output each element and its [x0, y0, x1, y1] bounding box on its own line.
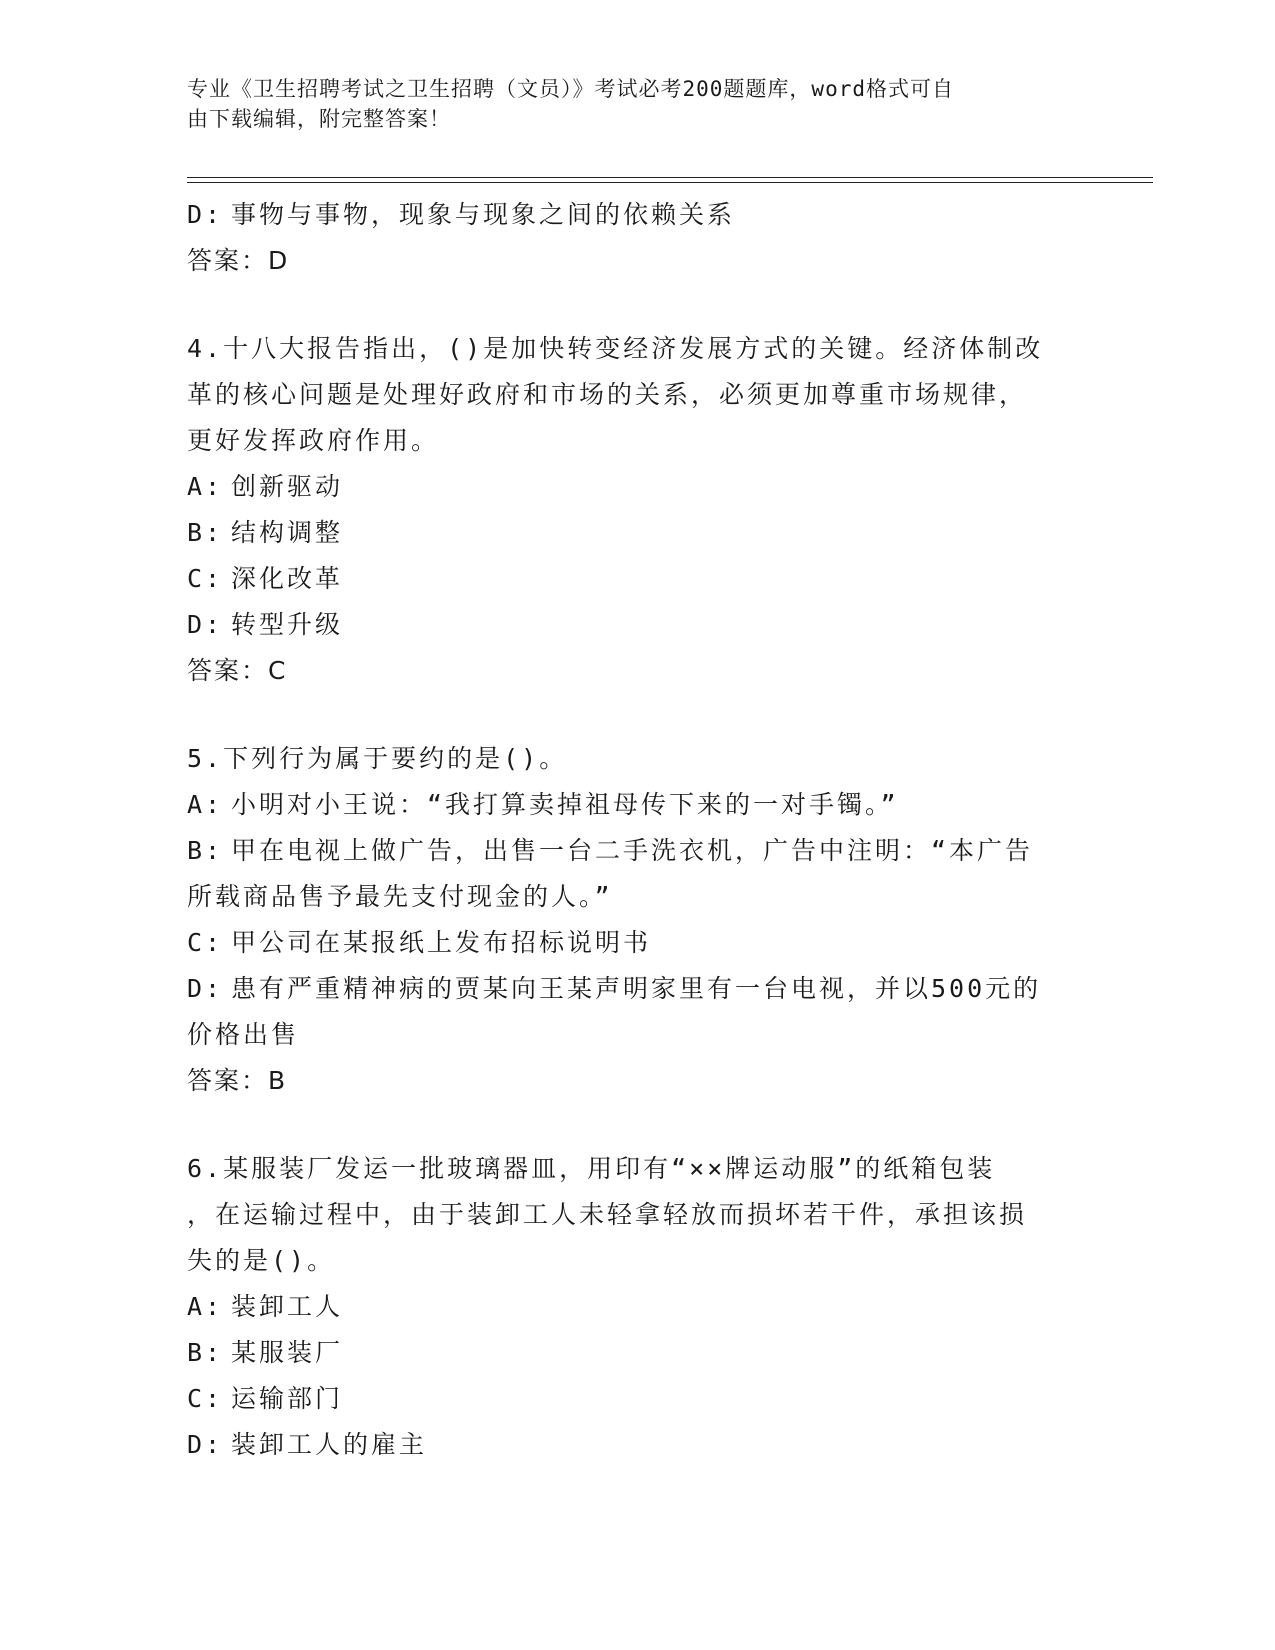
question-4 [187, 326, 1067, 694]
option-c: C: 甲公司在某报纸上发布招标说明书 [187, 928, 652, 957]
header-line-1: 专业《卫生招聘考试之卫生招聘（文员）》考试必考200题题库，word格式可自 [187, 77, 954, 101]
option-b: B: 某服装厂 [187, 1338, 344, 1367]
question-stem: 革的核心问题是处理好政府和市场的关系，必须更加尊重市场规律， [187, 380, 1028, 409]
option-b: B: 结构调整 [187, 518, 344, 547]
answer: 答案：B [187, 1066, 288, 1095]
option-a: A: 装卸工人 [187, 1292, 344, 1321]
question-content [187, 192, 1067, 1468]
header-rule-top [187, 177, 1153, 178]
question-stem: 4.十八大报告指出，()是加快转变经济发展方式的关键。经济体制改 [187, 334, 1044, 363]
option-c: C: 运输部门 [187, 1384, 344, 1413]
question-5 [187, 736, 1067, 1104]
question-6 [187, 1146, 1067, 1468]
option-d: D: 转型升级 [187, 610, 344, 639]
option-b: B: 甲在电视上做广告，出售一台二手洗衣机，广告中注明：“本广告 [187, 836, 1034, 865]
document-header [187, 74, 1067, 134]
option-a: A: 创新驱动 [187, 472, 344, 501]
option-d-continued: 价格出售 [187, 1020, 300, 1049]
question-stem: 更好发挥政府作用。 [187, 426, 440, 455]
header-line-2: 由下载编辑，附完整答案！ [187, 107, 451, 131]
question-stem: ，在运输过程中，由于装卸工人未轻拿轻放而损坏若干件，承担该损 [187, 1200, 1028, 1229]
question-stem: 5.下列行为属于要约的是()。 [187, 744, 568, 773]
option-a: A: 小明对小王说：“我打算卖掉祖母传下来的一对手镯。” [187, 790, 899, 819]
option-b-continued: 所载商品售予最先支付现金的人。” [187, 882, 613, 911]
answer: 答案：C [187, 656, 288, 685]
option-d: D: 事物与事物，现象与现象之间的依赖关系 [187, 200, 736, 229]
answer: 答案：D [187, 246, 290, 275]
option-d: D: 装卸工人的雇主 [187, 1430, 428, 1459]
option-c: C: 深化改革 [187, 564, 344, 593]
question-stem: 失的是()。 [187, 1246, 336, 1275]
header-rule-bottom [187, 182, 1153, 183]
question-stem: 6.某服装厂发运一批玻璃器皿，用印有“××牌运动服”的纸箱包装 [187, 1154, 996, 1183]
option-d: D: 患有严重精神病的贾某向王某声明家里有一台电视，并以500元的 [187, 974, 1042, 1003]
